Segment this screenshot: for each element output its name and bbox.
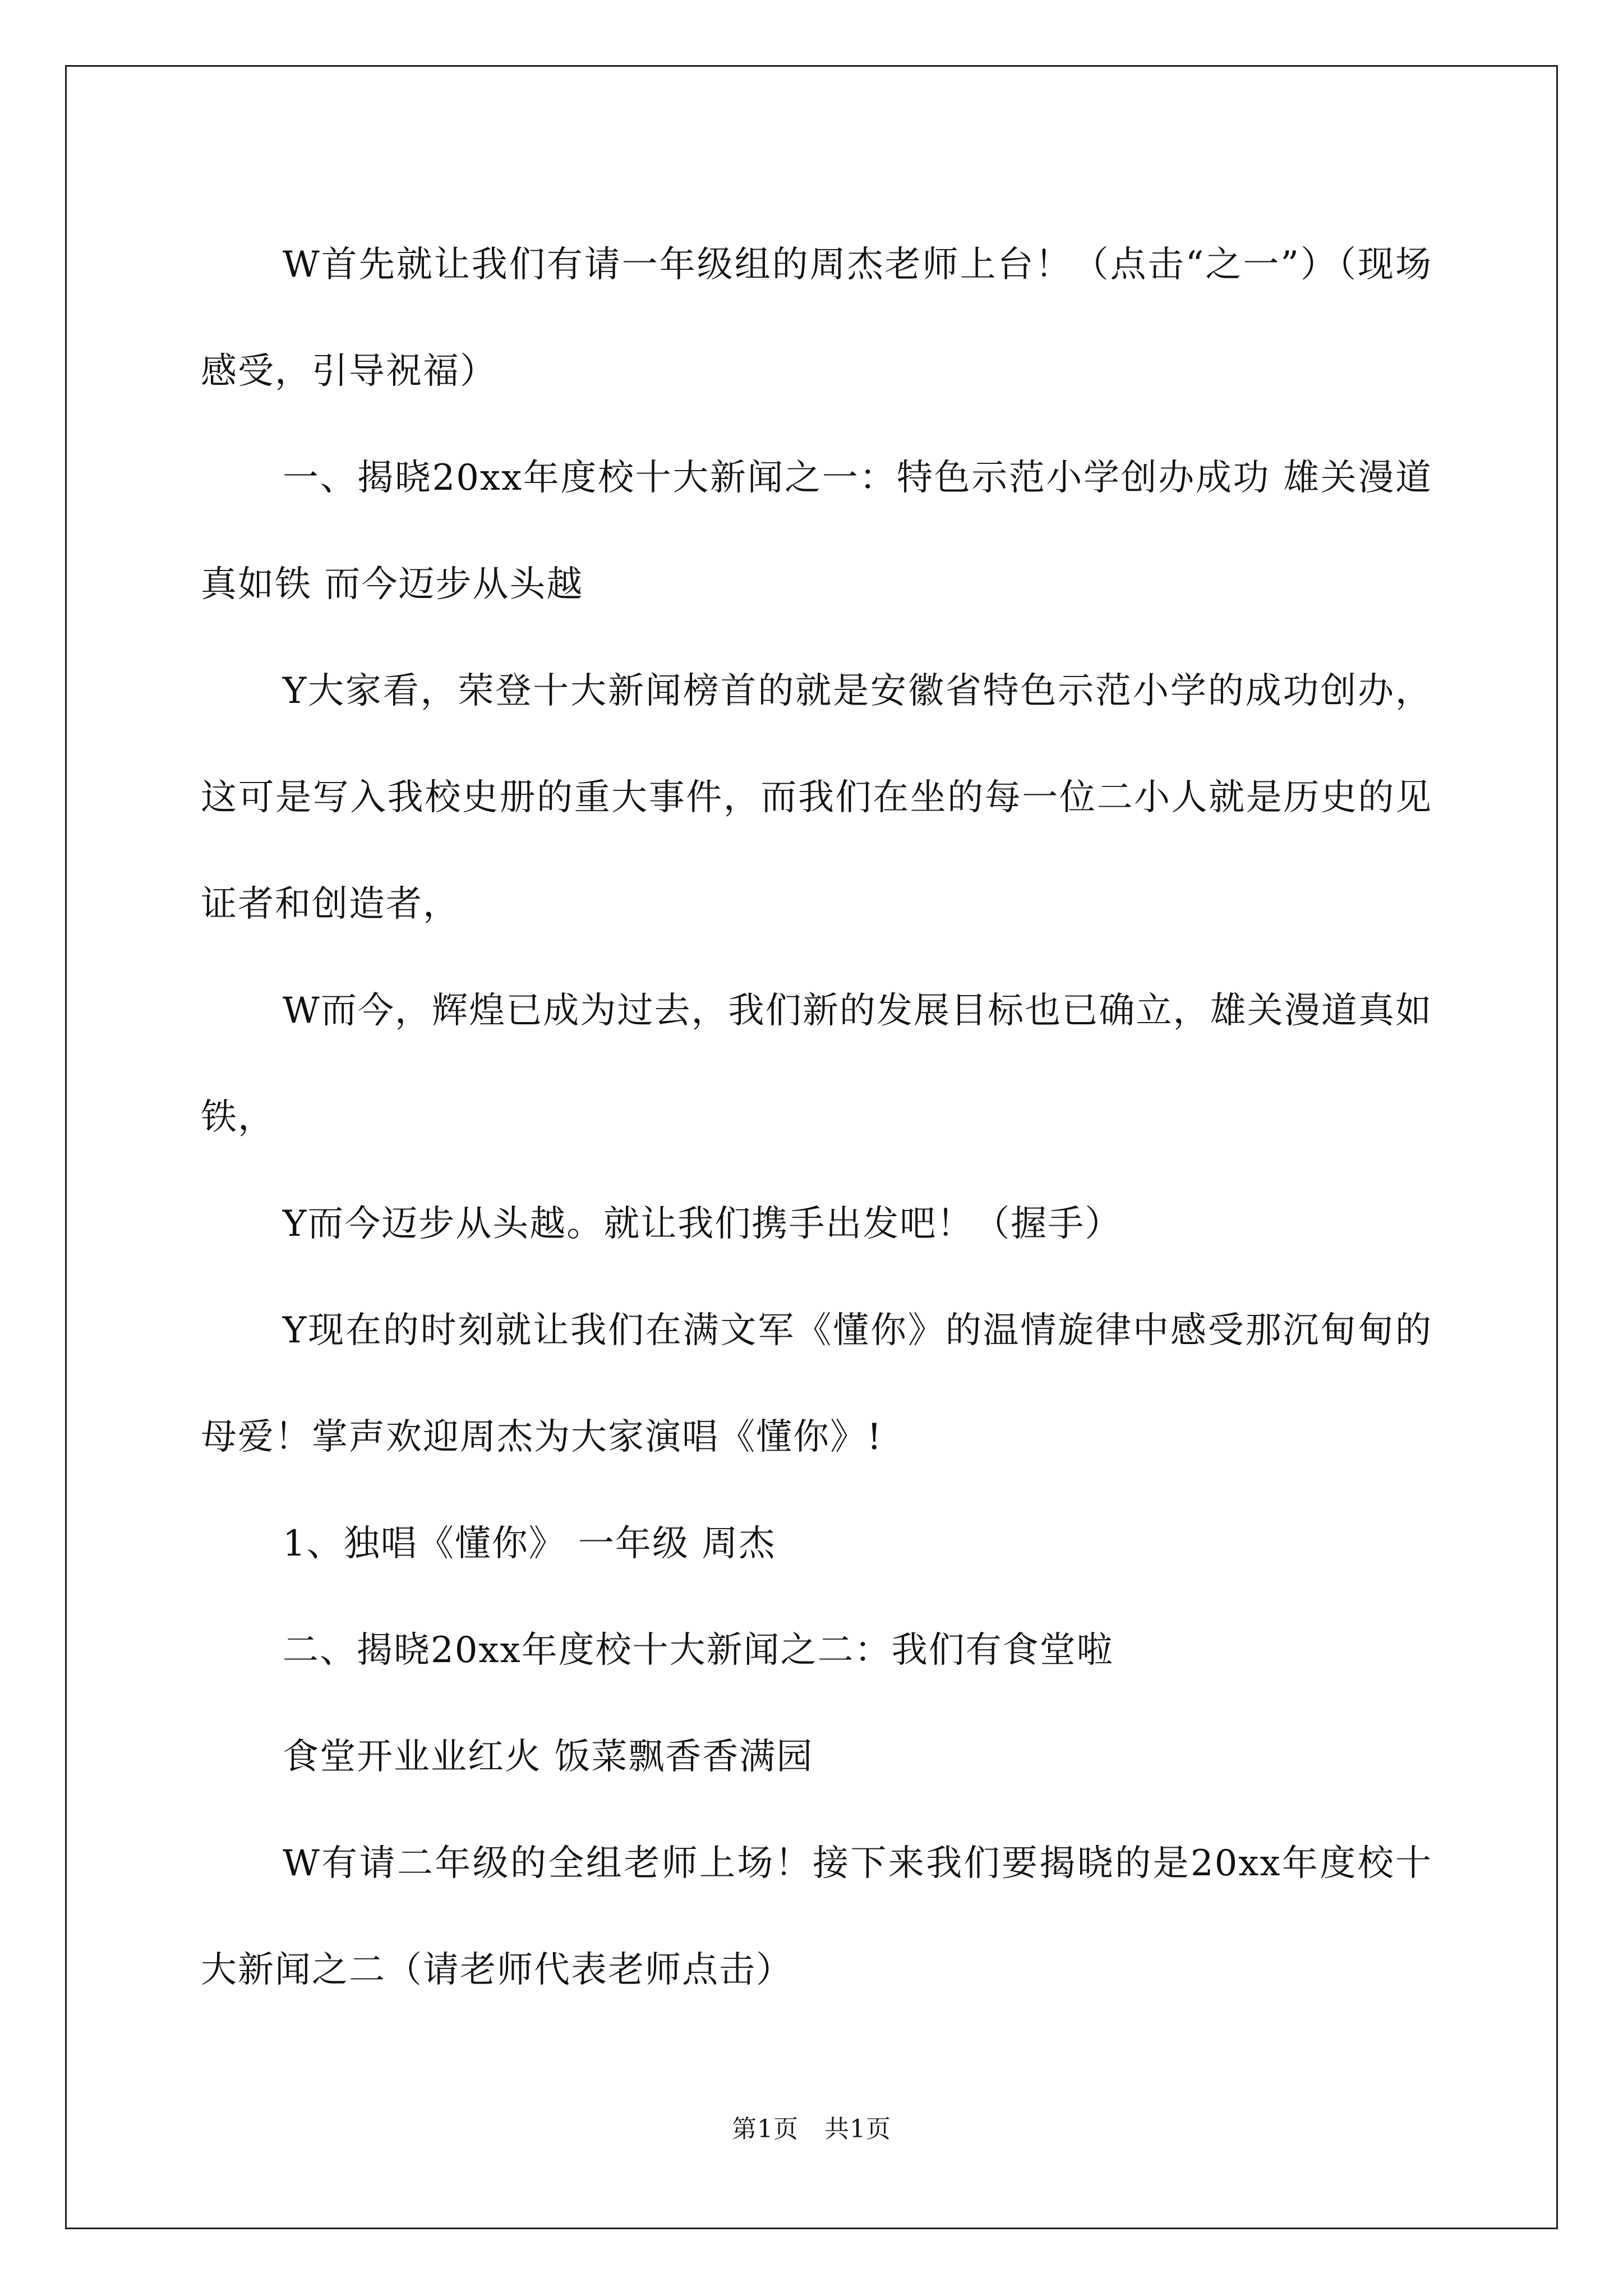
paragraph-9: 食堂开业业红火 饭菜飘香香满园 xyxy=(283,1736,814,1778)
paragraph-5: Y而今迈步从头越。就让我们携手出发吧！（握手） xyxy=(283,1203,1122,1245)
paragraph-2: 一、揭晓20xx年度校十大新闻之一：特色示范小学创办成功 雄关漫道真如铁 而今迈步从头越 xyxy=(201,457,1432,605)
page-footer xyxy=(0,2113,1623,2146)
paragraph-8: 二、揭晓20xx年度校十大新闻之二：我们有食堂啦 xyxy=(283,1630,1114,1671)
paragraph-3: Y大家看，荣登十大新闻榜首的就是安徽省特色示范小学的成功创办，这可是写入我校史册的重大事件，而我们在坐的每一位二小人就是历史的见证者和创造者， xyxy=(201,670,1432,925)
page-number-current: 第1页 xyxy=(732,2115,799,2143)
document-body xyxy=(201,211,1432,2023)
paragraph-4: W而今，辉煌已成为过去，我们新的发展目标也已确立，雄关漫道真如铁， xyxy=(201,990,1432,1138)
page-number-total: 共1页 xyxy=(824,2115,891,2143)
paragraph-6: Y现在的时刻就让我们在满文军《懂你》的温情旋律中感受那沉甸甸的母爱！掌声欢迎周杰为大家演唱《懂你》! xyxy=(201,1310,1432,1458)
paragraph-1: W首先就让我们有请一年级组的周杰老师上台！（点击“之一”）（现场感受，引导祝福） xyxy=(201,244,1432,392)
paragraph-7: 1、独唱《懂你》 一年级 周杰 xyxy=(283,1523,776,1565)
paragraph-10: W有请二年级的全组老师上场！接下来我们要揭晓的是20xx年度校十大新闻之二（请老师代表老师点击） xyxy=(201,1843,1432,1991)
